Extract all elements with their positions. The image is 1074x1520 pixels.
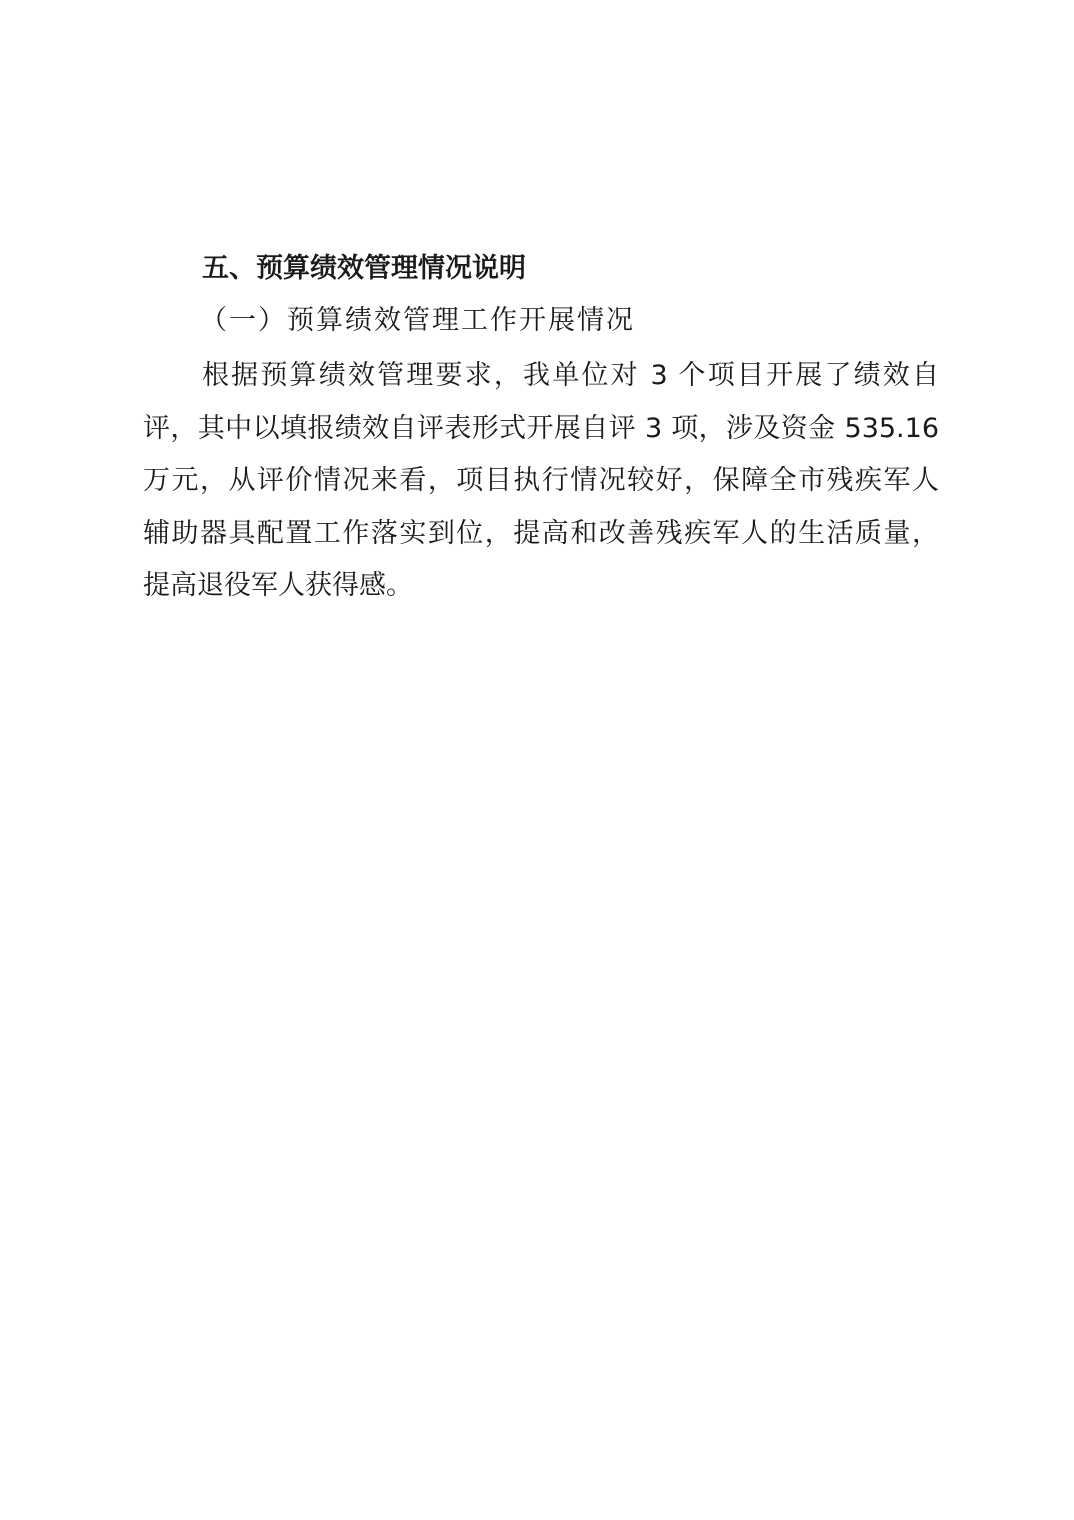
- body-paragraph: [143, 350, 943, 613]
- document-body: [143, 244, 943, 613]
- paragraph-line: 提高退役军人获得感。: [143, 570, 413, 601]
- paragraph-line: 根据预算绩效管理要求，我单位对 3 个项目开展了绩效自: [202, 360, 939, 391]
- section-heading: 五、预算绩效管理情况说明: [202, 253, 526, 284]
- paragraph-line: 评，其中以填报绩效自评表形式开展自评 3 项，涉及资金 535.16: [143, 412, 939, 444]
- paragraph-line: 万元，从评价情况来看，项目执行情况较好，保障全市残疾军人: [143, 465, 939, 496]
- paragraph-line: 辅助器具配置工作落实到位，提高和改善残疾军人的生活质量，: [143, 517, 939, 549]
- sub-heading: （一）预算绩效管理工作开展情况: [200, 305, 635, 336]
